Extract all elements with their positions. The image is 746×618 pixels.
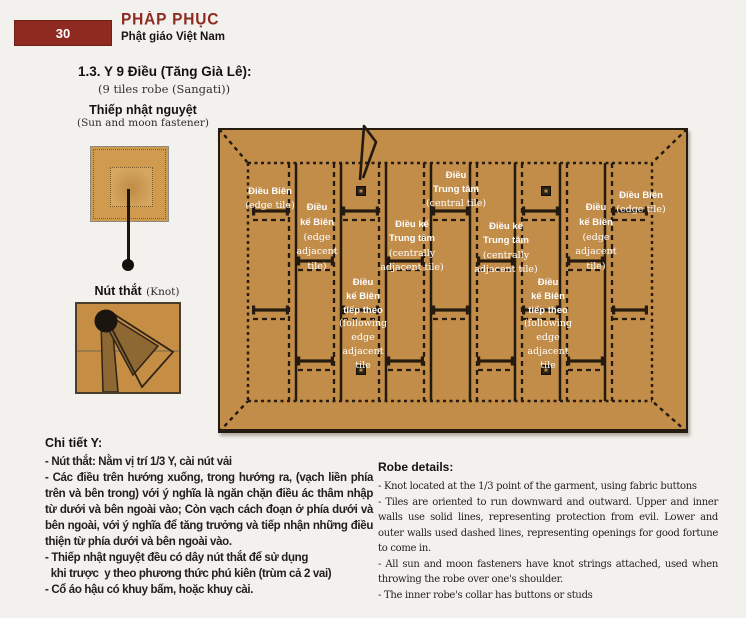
tile-label-centrally-adjacent-tile-right bbox=[470, 220, 542, 277]
tile-label-line: Điều bbox=[306, 202, 328, 213]
tile-label-line: Điều kế bbox=[395, 219, 429, 230]
fastener-cord bbox=[127, 189, 130, 261]
details-en-paragraph: - Knot located at the 1/3 point of the garment, using fabric buttons bbox=[378, 481, 697, 492]
tile-label-line: Điều Biên bbox=[248, 186, 292, 197]
details-vi-paragraph: - Thiếp nhật nguyệt đều có dây nút thắt để sử dụng bbox=[45, 552, 308, 564]
tile-label-line: (edge bbox=[303, 231, 331, 243]
tile-label-line: (centrally bbox=[388, 247, 436, 259]
tile-label-line: tiếp theo bbox=[343, 304, 383, 316]
page-number: 30 bbox=[55, 25, 71, 41]
details-vi-paragraph: - Nút thắt: Nằm vị trí 1/3 Y, cài nút vải bbox=[45, 456, 232, 468]
tile-label-line: kế Biên bbox=[300, 216, 334, 228]
tile-label-line: (edge tile) bbox=[616, 203, 666, 215]
tile-label-line: (central tile) bbox=[425, 197, 487, 209]
tile-label-line: tiếp theo bbox=[528, 304, 568, 316]
details-vi-heading: Chi tiết Y: bbox=[45, 436, 103, 450]
robe-diagram bbox=[218, 128, 688, 433]
details-en-paragraph: - All sun and moon fasteners have knot strings attached, used when throwing the robe over one's shoulder. bbox=[378, 558, 718, 585]
tile-label-central-tile bbox=[420, 169, 492, 210]
tile-label-line: Trung tâm bbox=[483, 235, 529, 247]
tile-label-line: Điều Biên bbox=[619, 190, 663, 201]
tile-label-line: Điều bbox=[445, 170, 467, 181]
tile-label-following-edge-adjacent-tile-right bbox=[512, 276, 584, 373]
tile-label-line: kế Biên bbox=[346, 290, 380, 302]
tile-label-line: (edge bbox=[582, 231, 610, 243]
tile-label-centrally-adjacent-tile-left bbox=[376, 218, 448, 275]
details-vi-paragraph: - Các điều trên hướng xuống, trong hướng ra, (vạch liền phía trên và bên trong) với ý nghĩa là ngăn chặn điều ác thâm nhập từ dưới và bên ngoài vào; Còn vạch cách đoạn ở phía dưới và bên ngoài, với ý nghĩa để tăng trưởng và tiếp nhận những điều thiện từ phía dưới và bên ngoài vào. bbox=[45, 472, 376, 548]
details-en-block bbox=[378, 460, 718, 603]
details-vi-paragraph: khi trược y theo phương thức phú kiên (trùm cả 2 vai) bbox=[45, 568, 332, 580]
tile-label-line: tile bbox=[540, 359, 556, 371]
tile-label-following-edge-adjacent-tile-left bbox=[327, 276, 399, 373]
brand-subtitle: Phật giáo Việt Nam bbox=[121, 31, 225, 43]
brand-title: PHÁP PHỤC bbox=[121, 11, 220, 29]
tile-label-line: (following bbox=[338, 318, 388, 330]
page-number-badge bbox=[14, 20, 112, 46]
tile-label-line: Điều bbox=[585, 202, 607, 213]
brand-block bbox=[121, 11, 225, 43]
knot-title: Nút thắt bbox=[94, 284, 142, 298]
tile-label-line: tile bbox=[355, 359, 371, 371]
fastener-caption bbox=[58, 103, 228, 129]
tile-label-line: adjacent bbox=[342, 345, 384, 357]
tile-label-line: adjacent bbox=[527, 345, 569, 357]
fastener-title: Thiếp nhật nguyệt bbox=[89, 103, 197, 117]
details-en-heading: Robe details: bbox=[378, 460, 454, 474]
knot-subtitle: (Knot) bbox=[146, 286, 180, 298]
knot-figure bbox=[75, 302, 181, 394]
fastener-inner-square bbox=[110, 167, 153, 207]
tile-label-line: adjacent bbox=[296, 246, 338, 258]
details-vi-paragraph: - Cổ áo hậu có khuy bấm, hoặc khuy cài. bbox=[45, 584, 254, 596]
section-subtitle: (9 tiles robe (Sangati)) bbox=[98, 82, 231, 96]
knot-ball bbox=[95, 310, 118, 333]
tile-label-line: adjacent tile) bbox=[474, 263, 538, 275]
tile-label-edge-tile-right bbox=[605, 189, 677, 216]
fastener-cord-knob bbox=[122, 259, 134, 271]
tile-label-line: tile) bbox=[307, 261, 327, 273]
knot-caption bbox=[52, 282, 222, 300]
tile-label-line: Điều bbox=[352, 277, 374, 288]
tile-label-line: edge bbox=[351, 332, 375, 344]
tile-label-line: (following bbox=[523, 318, 573, 330]
details-en-paragraph: - The inner robe's collar has buttons or studs bbox=[378, 589, 593, 601]
tile-label-line: (edge tile) bbox=[245, 199, 295, 211]
tile-label-line: Trung tâm bbox=[389, 233, 435, 245]
knot-drawing bbox=[77, 304, 179, 392]
tile-label-line: kế Biên bbox=[579, 216, 613, 228]
tile-label-line: edge bbox=[536, 332, 560, 344]
tile-label-line: Điều bbox=[537, 277, 559, 288]
tile-label-line: kế Biên bbox=[531, 290, 565, 302]
tile-label-line: (centrally bbox=[482, 249, 530, 261]
details-vi-block bbox=[45, 436, 376, 598]
tile-label-line: Trung tâm bbox=[433, 183, 479, 195]
fastener-subtitle: (Sun and moon fastener) bbox=[77, 117, 209, 129]
details-en-paragraph: - Tiles are oriented to run downward and outward. Upper and inner walls use solid lines, representing protection from evil. Lower and outer walls used dashed lines, representing openings for good fortune to come in. bbox=[378, 496, 718, 554]
tile-label-line: Điều kế bbox=[489, 221, 523, 232]
tile-label-edge-adjacent-tile-left bbox=[281, 201, 353, 275]
tile-label-line: adjacent bbox=[575, 246, 617, 258]
section-title: 1.3. Y 9 Điều (Tăng Già Lê): bbox=[78, 64, 252, 79]
tile-label-line: tile) bbox=[586, 261, 606, 273]
tile-label-line: adjacent tile) bbox=[380, 261, 444, 273]
